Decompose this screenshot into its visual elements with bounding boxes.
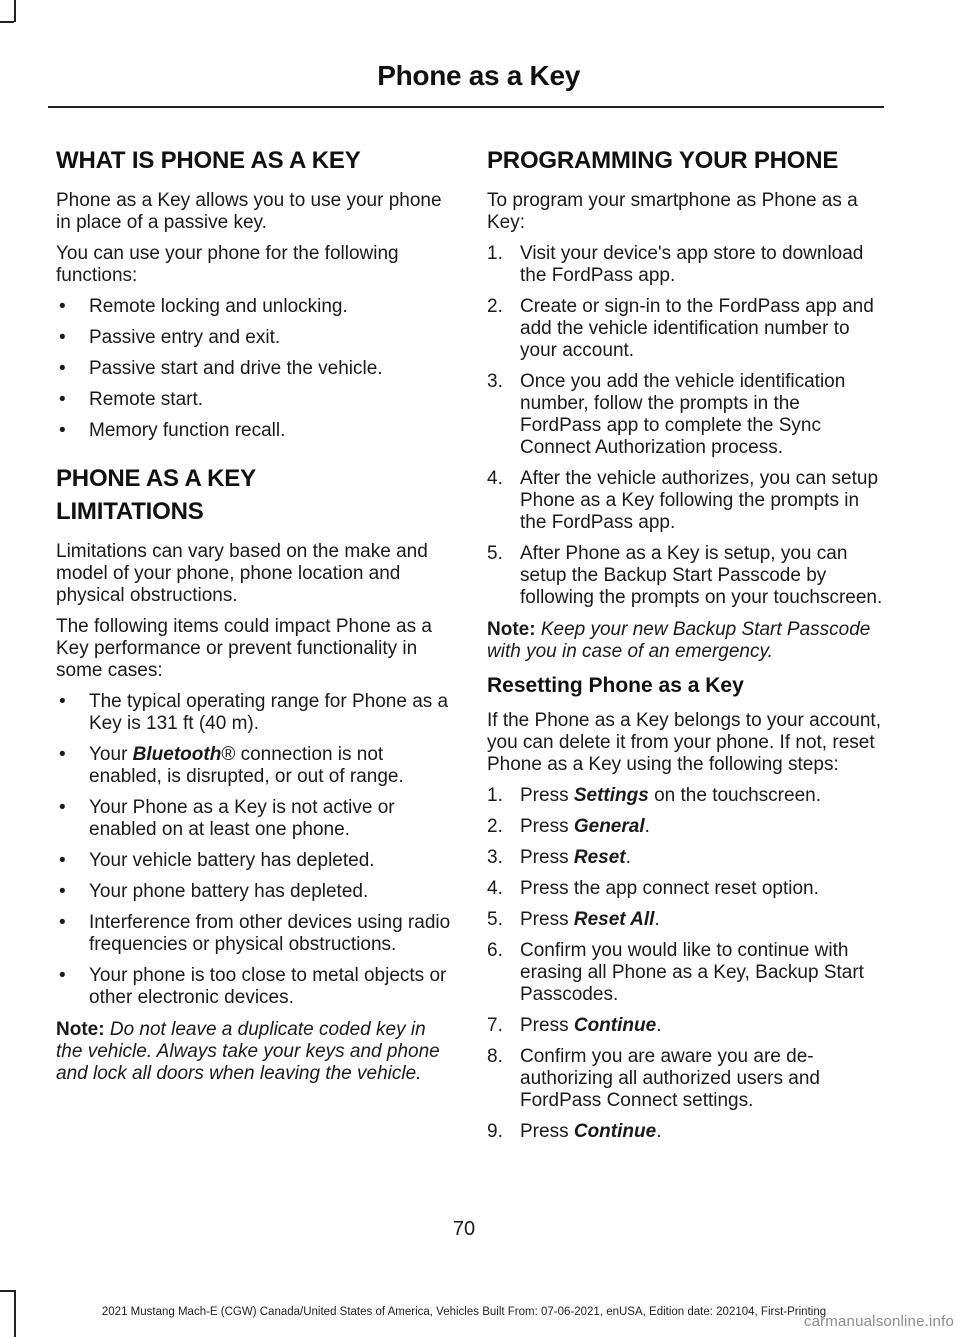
list-item: • Your phone battery has depleted. <box>59 881 369 902</box>
right-column <box>487 146 883 1153</box>
list-item: • Your Phone as a Key is not active or enabled on at least one phone. <box>59 797 395 840</box>
bullet-icon: • <box>59 744 66 765</box>
list-item: 1. Visit your device's app store to download the FordPass app. <box>487 243 864 286</box>
bullet-icon: • <box>59 691 66 712</box>
list-item: 2. Press General. <box>487 816 650 837</box>
bullet-icon: • <box>59 797 66 818</box>
list-item: • Passive start and drive the vehicle. <box>59 358 383 379</box>
crop-mark <box>0 1290 14 1292</box>
bullet-icon: • <box>59 420 66 441</box>
subsection-heading-resetting: Resetting Phone as a Key <box>487 674 744 697</box>
list-item: • Remote start. <box>59 389 204 410</box>
list-item: 4. Press the app connect reset option. <box>487 878 819 899</box>
bullet-icon: • <box>59 850 66 871</box>
bullet-icon: • <box>59 965 66 986</box>
list-item: 3. Once you add the vehicle identification number, follow the prompts in the FordPass app to complete the Sync Connect Authorization process. <box>487 371 846 458</box>
note: Note: Keep your new Backup Start Passcode with you in case of an emergency. <box>487 619 871 662</box>
header-divider <box>48 106 884 108</box>
bullet-icon: • <box>59 296 66 317</box>
functions-list <box>56 296 452 442</box>
list-item: 5. After Phone as a Key is setup, you can setup the Backup Start Passcode by following the prompts on your touchscreen. <box>487 543 883 608</box>
page-number: 70 <box>452 1218 476 1240</box>
list-item: 4. After the vehicle authorizes, you can setup Phone as a Key following the prompts in the FordPass app. <box>487 468 879 533</box>
list-item: • Passive entry and exit. <box>59 327 281 348</box>
list-item: • Your vehicle battery has depleted. <box>59 850 375 871</box>
paragraph: The following items could impact Phone as a Key performance or prevent functionality in some cases: <box>56 616 432 681</box>
list-item: • Your Bluetooth® connection is not enabled, is disrupted, or out of range. <box>59 744 404 787</box>
left-column <box>56 146 452 1094</box>
page-title: Phone as a Key <box>377 60 580 91</box>
bullet-icon: • <box>59 881 66 902</box>
list-item: • Interference from other devices using radio frequencies or physical obstructions. <box>59 912 451 955</box>
list-item: • Memory function recall. <box>59 420 286 441</box>
list-item: • Your phone is too close to metal objects or other electronic devices. <box>59 965 447 1008</box>
limitations-list <box>56 691 452 1009</box>
paragraph: If the Phone as a Key belongs to your account, you can delete it from your phone. If not, reset Phone as a Key using the following steps: <box>487 710 881 775</box>
list-item: 8. Confirm you are aware you are de-authorizing all authorized users and FordPass Connect settings. <box>487 1046 820 1111</box>
section-heading-what-is: WHAT IS PHONE AS A KEY <box>56 147 361 174</box>
list-item: • Remote locking and unlocking. <box>59 296 348 317</box>
paragraph: Phone as a Key allows you to use your phone in place of a passive key. <box>56 190 442 233</box>
list-item: 6. Confirm you would like to continue with erasing all Phone as a Key, Backup Start Passcodes. <box>487 940 864 1005</box>
footer-edition-info: 2021 Mustang Mach-E (CGW) Canada/United States of America, Vehicles Built From: 07-06-2021, enUSA, Edition date: 202104, First-Printing <box>101 1306 827 1318</box>
list-item: 1. Press Settings on the touchscreen. <box>487 785 821 806</box>
bullet-icon: • <box>59 389 66 410</box>
section-heading-programming: PROGRAMMING YOUR PHONE <box>487 147 839 174</box>
list-item: 9. Press Continue. <box>487 1121 662 1142</box>
paragraph: To program your smartphone as Phone as a Key: <box>487 190 858 233</box>
note: Note: Do not leave a duplicate coded key in the vehicle. Always take your keys and phone and lock all doors when leaving the vehicle. <box>56 1019 440 1084</box>
bullet-icon: • <box>59 912 66 933</box>
section-heading-limitations: PHONE AS A KEY LIMITATIONS <box>56 465 256 525</box>
list-item: 7. Press Continue. <box>487 1015 662 1036</box>
bullet-icon: • <box>59 358 66 379</box>
watermark: carmanualsonline.info <box>803 1313 954 1330</box>
list-item: 2. Create or sign-in to the FordPass app and add the vehicle identification number to your account. <box>487 296 874 361</box>
list-item: • The typical operating range for Phone as a Key is 131 ft (40 m). <box>59 691 449 734</box>
paragraph: Limitations can vary based on the make and model of your phone, phone location and physical obstructions. <box>56 541 428 606</box>
paragraph: You can use your phone for the following functions: <box>56 243 399 286</box>
bullet-icon: • <box>59 327 66 348</box>
programming-steps <box>487 243 883 609</box>
list-item: 5. Press Reset All. <box>487 909 660 930</box>
list-item: 3. Press Reset. <box>487 847 631 868</box>
crop-mark <box>14 0 16 22</box>
crop-mark <box>0 21 14 23</box>
reset-steps <box>487 785 883 1143</box>
